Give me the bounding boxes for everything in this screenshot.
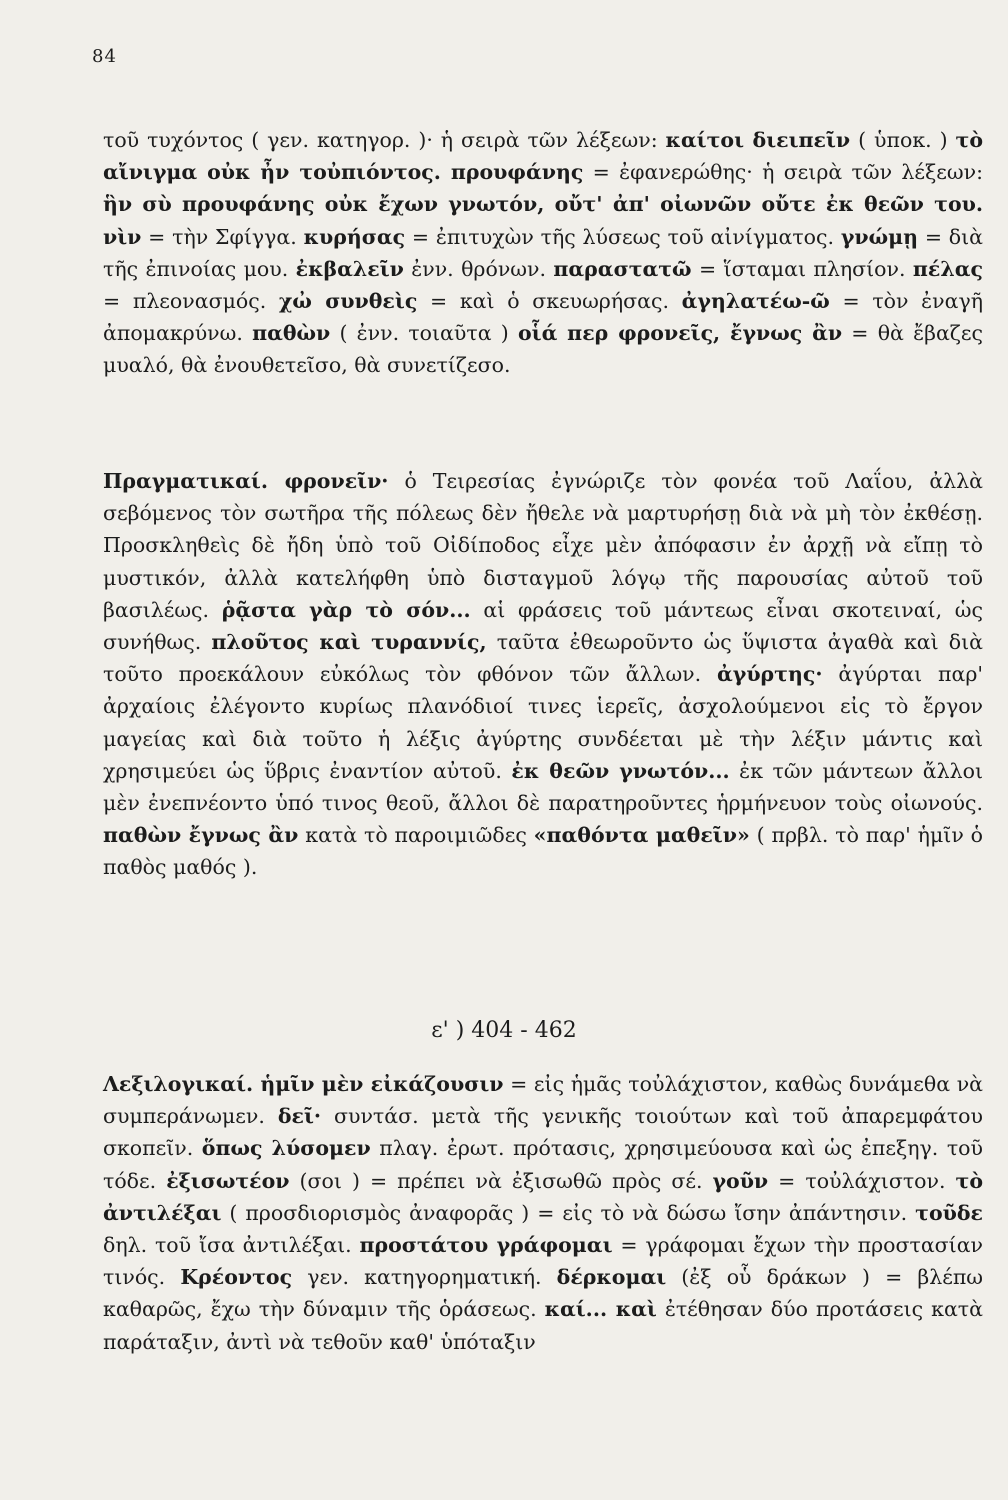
term-bold: πέλας [912, 256, 983, 281]
term-bold: τοῦδε [915, 1200, 983, 1225]
term-bold: προστάτου γράφομαι [359, 1233, 613, 1258]
commentary-text: ἐνν. θρόνων. [403, 256, 554, 281]
commentary-text: = τὴν Σφίγγα. [141, 224, 304, 249]
page-number: 84 [92, 46, 117, 67]
term-bold: κυρήσας [303, 224, 406, 249]
term-bold: γνώμῃ [840, 224, 919, 249]
commentary-text: γεν. κατηγορηματική. [292, 1265, 557, 1290]
commentary-text: πλαγ. ἐρωτ. πρότασις, χρησιμεύουσα καὶ ὡς ἐπεξηγ. τοῦ τόδε. [103, 1136, 983, 1193]
commentary-text: ἀγύρται παρ' ἀρχαίοις ἐλέγοντο κυρίως πλανόδιοί τινες ἱερεῖς, ἀσχολούμενοι εἰς τὸ ἔργον μαγείας καὶ διὰ τοῦτο ἡ λέξις ἀγύρτης συνδέεται μὲ τὴν λέξιν μάντις καὶ χρησιμεύει ὡς ὕβρις ἐναντίον αὐτοῦ. [103, 662, 984, 783]
commentary-block-3 [103, 1068, 983, 1358]
commentary-text: = θὰ ἔβαζες μυαλό, θὰ ἐνουθετεῖσο, θὰ συνετίζεσο. [103, 321, 983, 378]
commentary-text: = ἐφανερώθης· ἡ σειρὰ τῶν λέξεων: [583, 160, 983, 185]
commentary-text: τοῦ τυχόντος ( γεν. κατηγορ. )· ἡ σειρὰ τῶν λέξεων: [103, 128, 666, 152]
term-bold: τὸ ἀντιλέξαι [103, 1168, 983, 1225]
commentary-text: = διὰ τῆς ἐπινοίας μου. [103, 224, 984, 281]
commentary-text: = τὸν ἐναγῆ ἀπομακρύνω. [103, 289, 983, 346]
term-bold: παθὼν [252, 321, 331, 346]
commentary-text: = ἐπιτυχὼν τῆς λύσεως τοῦ αἰνίγματος. [405, 224, 841, 249]
commentary-text: (ἐξ οὗ δράκων ) = βλέπω καθαρῶς, ἔχω τὴν δύναμιν τῆς ὁράσεως. [103, 1265, 984, 1322]
commentary-text: = εἰς ἡμᾶς τοὐλάχιστον, καθὼς δυνάμεθα νὰ συμπεράνωμεν. [103, 1072, 983, 1129]
term-bold: ἀγηλατέω-ῶ [681, 289, 830, 314]
commentary-block-2 [103, 465, 983, 884]
paragraph-3 [103, 1068, 983, 1358]
term-bold: ῥᾷστα γὰρ τὸ σόν... [221, 597, 471, 622]
commentary-text: = πλεονασμός. [103, 289, 279, 314]
term-bold: ὅπως λύσομεν [201, 1136, 371, 1161]
term-bold: χὠ συνθεὶς [278, 289, 418, 314]
term-bold: ἣν σὺ προυφάνης οὐκ ἔχων γνωτόν, οὔτ' ἀπ' οἰωνῶν οὔτε ἐκ θεῶν του. νὶν [103, 192, 983, 249]
term-bold: τὸ αἴνιγμα οὐκ ἦν τοὐπιόντος. προυφάνης [103, 128, 984, 185]
commentary-text: ( ὑποκ. ) [850, 128, 956, 152]
commentary-text: ( ἐνν. τοιαῦτα ) [330, 321, 518, 346]
commentary-text: ἐκ τῶν μάντεων ἄλλοι μὲν ἐνεπνέοντο ὑπό τινος θεοῦ, ἄλλοι δὲ παρατηροῦντες ἡρμήνευον τοὺς οἰωνούς. [103, 758, 983, 816]
term-bold: Κρέοντος [180, 1265, 293, 1290]
commentary-text: ἐτέθησαν δύο προτάσεις κατὰ παράταξιν, ἀντὶ νὰ τεθοῦν καθ' ὑπόταξιν [103, 1297, 983, 1354]
paragraph-2 [103, 465, 983, 884]
term-bold: Πραγματικαί. φρονεῖν· [103, 469, 389, 493]
commentary-text: = τοὐλάχιστον. [768, 1168, 956, 1193]
term-bold: δεῖ· [277, 1104, 322, 1129]
section-heading: ε' ) 404 - 462 [431, 1018, 577, 1043]
commentary-text: (σοι ) = πρέπει νὰ ἐξισωθῶ πρὸς σέ. [289, 1168, 713, 1193]
commentary-text: ὁ Τειρεσίας ἐγνώριζε τὸν φονέα τοῦ Λαΐου, ἀλλὰ σεβόμενος τὸν σωτῆρα τῆς πόλεως δὲν ἤθελε νὰ μαρτυρήσῃ διὰ νὰ μὴ τὸν ἐκθέσῃ. Προσκληθεὶς δὲ ἤδη ὑπὸ τοῦ Οἰδίποδος εἶχε μὲν ἀπόφασιν ἐν ἀρχῇ νὰ εἴπῃ τὸ μυστικόν, ἀλλὰ κατελήφθη ὑπὸ δισταγμοῦ λόγῳ τῆς παρουσίας αὐτοῦ τοῦ βασιλέως. [103, 469, 983, 622]
term-bold: ἐκβαλεῖν [295, 256, 404, 281]
paragraph-1 [103, 124, 983, 382]
term-bold: «παθόντα μαθεῖν» [533, 823, 750, 848]
term-bold: καί... καὶ [544, 1297, 657, 1322]
term-bold: πλοῦτος καὶ τυραννίς, [211, 630, 487, 655]
commentary-text: = καὶ ὁ σκευωρήσας. [417, 289, 682, 314]
commentary-text: ταῦτα ἐθεωροῦντο ὡς ὕψιστα ἀγαθὰ καὶ διὰ τοῦτο προεκάλουν εὐκόλως τὸν φθόνον τῶν ἄλλων. [103, 630, 983, 687]
term-bold: παθὼν ἔγνως ἂν [103, 823, 299, 848]
term-bold: ἀγύρτης· [717, 662, 823, 687]
term-bold: ἐξισωτέον [166, 1168, 290, 1193]
commentary-text: αἱ φράσεις τοῦ μάντεως εἶναι σκοτειναί, ὡς συνήθως. [103, 597, 983, 655]
commentary-text: δηλ. τοῦ ἴσα ἀντιλέξαι. [103, 1233, 360, 1258]
commentary-text: ( προσδιορισμὸς ἀναφορᾶς ) = εἰς τὸ νὰ δώσω ἴσην ἀπάντησιν. [221, 1200, 916, 1225]
commentary-text: = γράφομαι ἔχων τὴν προστασίαν τινός. [103, 1233, 984, 1290]
term-bold: δέρκομαι [556, 1265, 667, 1290]
commentary-block-1 [103, 124, 983, 382]
commentary-text: κατὰ τὸ παροιμιῶδες [298, 823, 534, 848]
term-bold: γοῦν [712, 1168, 769, 1193]
term-bold: καίτοι διειπεῖν [665, 128, 851, 152]
commentary-text: συντάσ. μετὰ τῆς γενικῆς τοιούτων καὶ τοῦ ἀπαρεμφάτου σκοπεῖν. [103, 1104, 983, 1161]
term-bold: παραστατῶ [553, 256, 692, 281]
commentary-text: = ἵσταμαι πλησίον. [691, 256, 913, 281]
commentary-text: ( πρβλ. τὸ παρ' ἡμῖν ὁ παθὸς μαθός ). [103, 823, 983, 880]
term-bold: οἷά περ φρονεῖς, ἔγνως ἂν [517, 321, 843, 346]
term-bold: ἐκ θεῶν γνωτόν... [511, 758, 730, 783]
term-bold: Λεξιλογικαί. ἡμῖν μὲν εἰκάζουσιν [103, 1072, 504, 1096]
